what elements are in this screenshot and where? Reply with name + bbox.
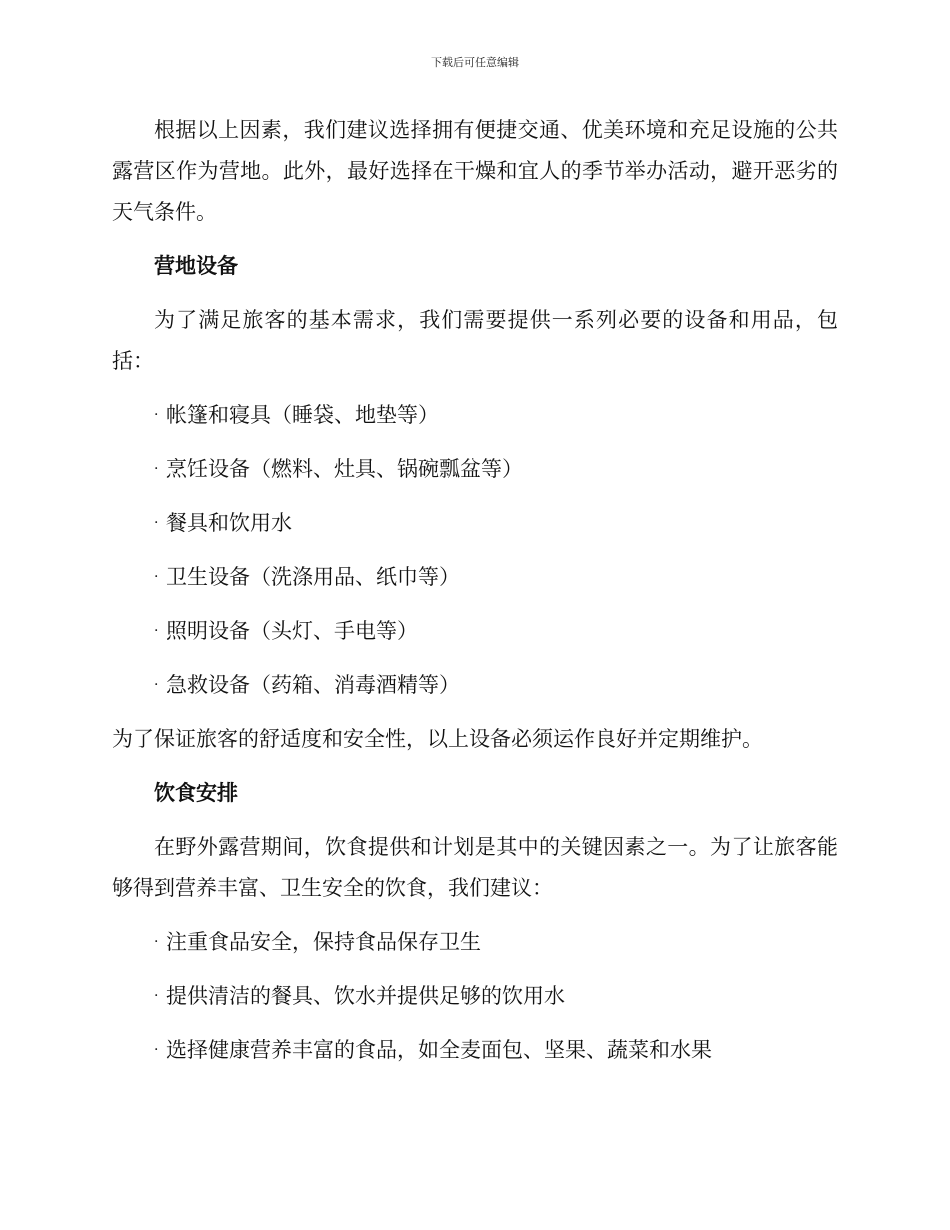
- list-item-text: 照明设备（头灯、手电等）: [166, 619, 418, 643]
- list-item-text: 选择健康营养丰富的食品，如全麦面包、坚果、蔬菜和水果: [166, 1038, 712, 1062]
- list-item: [112, 503, 838, 544]
- list-item: [112, 449, 838, 490]
- bullet-icon: ·: [154, 407, 159, 423]
- intro-paragraph: 根据以上因素，我们建议选择拥有便捷交通、优美环境和充足设施的公共露营区作为营地。此外，最好选择在干燥和宜人的季节举办活动，避开恶劣的天气条件。: [112, 118, 838, 224]
- list-item-text: 提供清洁的餐具、饮水并提供足够的饮用水: [166, 984, 565, 1008]
- list-item: [112, 922, 838, 963]
- list-item: [112, 611, 838, 652]
- food-heading: 饮食安排: [154, 781, 238, 805]
- equipment-intro-paragraph: 为了满足旅客的基本需求，我们需要提供一系列必要的设备和用品，包括：: [112, 308, 838, 373]
- equipment-note-paragraph: 为了保证旅客的舒适度和安全性，以上设备必须运作良好并定期维护。: [112, 727, 763, 751]
- list-item: [112, 395, 838, 436]
- document-body: [112, 110, 838, 1084]
- list-item-text: 帐篷和寝具（睡袋、地垫等）: [166, 403, 439, 427]
- page-header-note: 下载后可任意编辑: [431, 56, 519, 69]
- list-item: [112, 976, 838, 1017]
- bullet-icon: ·: [154, 934, 159, 950]
- list-item-text: 卫生设备（洗涤用品、纸巾等）: [166, 565, 460, 589]
- food-intro-paragraph: 在野外露营期间，饮食提供和计划是其中的关键因素之一。为了让旅客能够得到营养丰富、卫生安全的饮食，我们建议：: [112, 835, 838, 900]
- bullet-icon: ·: [154, 1042, 159, 1058]
- list-item-text: 烹饪设备（燃料、灶具、锅碗瓢盆等）: [166, 457, 523, 481]
- list-item-text: 餐具和饮用水: [166, 511, 292, 535]
- list-item-text: 急救设备（药箱、消毒酒精等）: [166, 673, 460, 697]
- bullet-icon: ·: [154, 677, 159, 693]
- equipment-heading: 营地设备: [154, 254, 238, 278]
- list-item: [112, 557, 838, 598]
- list-item-text: 注重食品安全，保持食品保存卫生: [166, 930, 481, 954]
- bullet-icon: ·: [154, 515, 159, 531]
- bullet-icon: ·: [154, 988, 159, 1004]
- list-item: [112, 1030, 838, 1071]
- bullet-icon: ·: [154, 569, 159, 585]
- equipment-list: [112, 395, 838, 706]
- food-list: [112, 922, 838, 1071]
- bullet-icon: ·: [154, 623, 159, 639]
- bullet-icon: ·: [154, 461, 159, 477]
- list-item: [112, 665, 838, 706]
